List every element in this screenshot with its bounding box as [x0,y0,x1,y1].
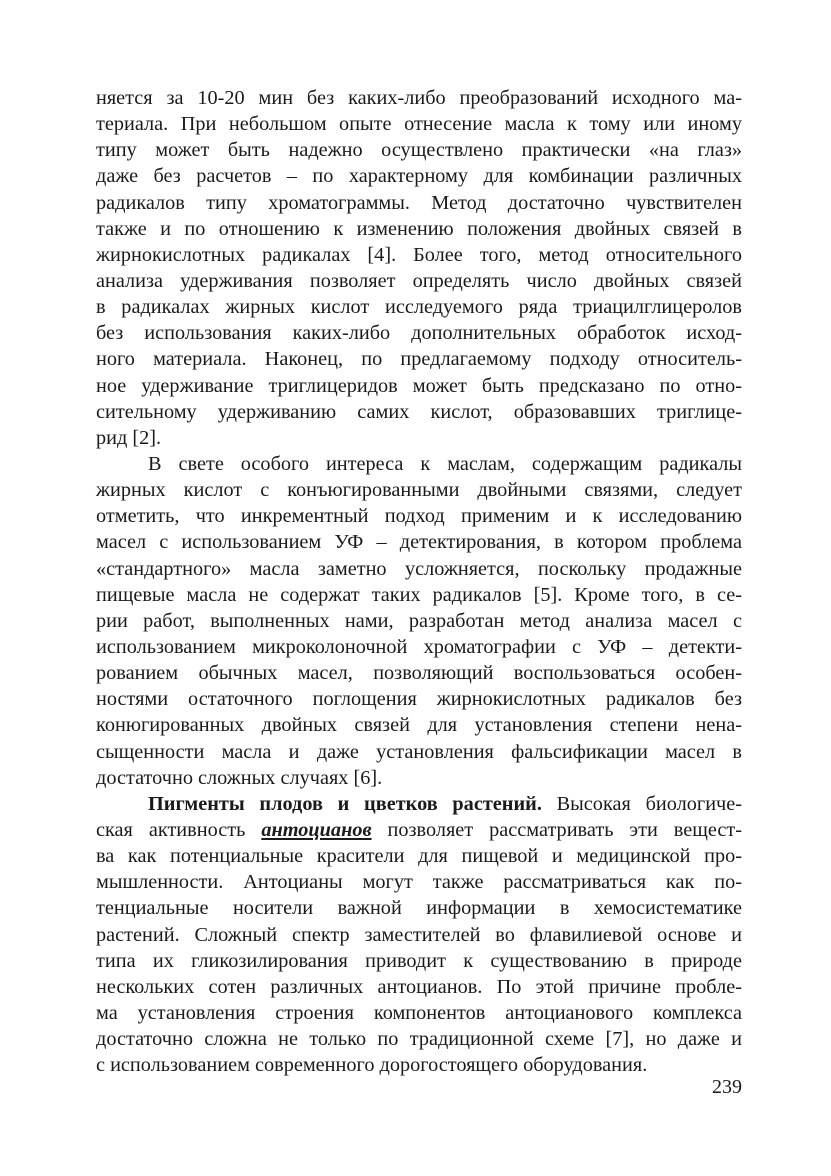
text-line: достаточно сложна не только по традиционной схеме [7], но даже и [96,1028,742,1051]
text-line: рии работ, выполненных нами, разработан метод анализа масел с [96,609,742,632]
text-line: конюгированных двойных связей для установления степени нена- [96,714,742,737]
text-line: териала. При небольшом опыте отнесение масла к тому или иному [96,113,742,136]
text-line: мышленности. Антоцианы могут также рассматриваться как по- [96,871,742,894]
text-line: нескольких сотен различных антоцианов. По этой причине пробле- [96,975,742,998]
text-line: тенциальные носители важной информации в хемосистематике [96,897,742,920]
page-number: 239 [712,1076,742,1098]
section-heading: Пигменты плодов и цветков растений. [148,792,542,815]
text-line: сыщенности масла и даже установления фальсификации масел в [96,740,742,763]
text-line: типу может быть надежно осуществлено практически «на глаз» [96,139,742,162]
text-line: рид [2]. [96,426,162,449]
text-line: сительному удерживанию самих кислот, образовавших триглице- [96,400,742,423]
text-line: радикалов типу хроматограммы. Метод достаточно чувствителен [96,191,742,214]
paragraph [96,85,742,451]
text-line: использованием микроколоночной хроматографии с УФ – детекти- [96,635,742,658]
paragraph [96,791,742,1079]
text-line: ва как потенциальные красители для пищевой и медицинской про- [96,845,742,868]
text-line: масел с использованием УФ – детектирования, в котором проблема [96,531,742,554]
text-line: типа их гликозилирования приводит к существованию в природе [96,949,742,972]
text-run: Высокая биологиче- [541,792,742,815]
emphasized-term: антоцианов [261,818,372,841]
body-text [96,85,742,1078]
text-run: позволяет рассматривать эти вещест- [371,818,743,841]
text-line: достаточно сложных случаях [6]. [96,766,383,789]
text-line: анализа удерживания позволяет определять число двойных связей [96,269,742,292]
text-line: няется за 10-20 мин без каких-либо преобразований исходного ма- [96,87,742,109]
text-line: рованием обычных масел, позволяющий воспользоваться особен- [96,662,742,685]
text-line: также и по отношению к изменению положения двойных связей в [96,217,742,240]
text-line: ностями остаточного поглощения жирнокислотных радикалов без [96,688,742,711]
text-line: В свете особого интереса к маслам, содержащим радикалы [148,452,742,475]
text-line: «стандартного» масла заметно усложняется, поскольку продажные [96,557,742,580]
text-line: жирных кислот с конъюгированными двойными связями, следует [96,479,742,502]
text-line: ма установления строения компонентов антоцианового комплекса [96,1001,742,1024]
text-line [96,791,742,817]
text-line [96,817,742,843]
paragraph [96,451,742,791]
text-run: ская активность [96,818,262,841]
text-line: с использованием современного дорогостоящего оборудования. [96,1054,648,1077]
text-line: пищевые масла не содержат таких радикалов [5]. Кроме того, в се- [96,583,742,606]
text-line: жирнокислотных радикалах [4]. Более того, метод относительного [96,243,742,266]
text-line: без использования каких-либо дополнительных обработок исход- [96,322,742,345]
text-line: даже без расчетов – по характерному для комбинации различных [96,165,742,188]
text-line: ного материала. Наконец, по предлагаемому подходу относитель- [96,348,742,371]
text-line: ное удерживание триглицеридов может быть предсказано по отно- [96,374,742,397]
text-line: отметить, что инкрементный подход применим и к исследованию [96,505,742,528]
text-line: растений. Сложный спектр заместителей во флавилиевой основе и [96,923,742,946]
text-line: в радикалах жирных кислот исследуемого ряда триацилглицеролов [96,296,742,319]
